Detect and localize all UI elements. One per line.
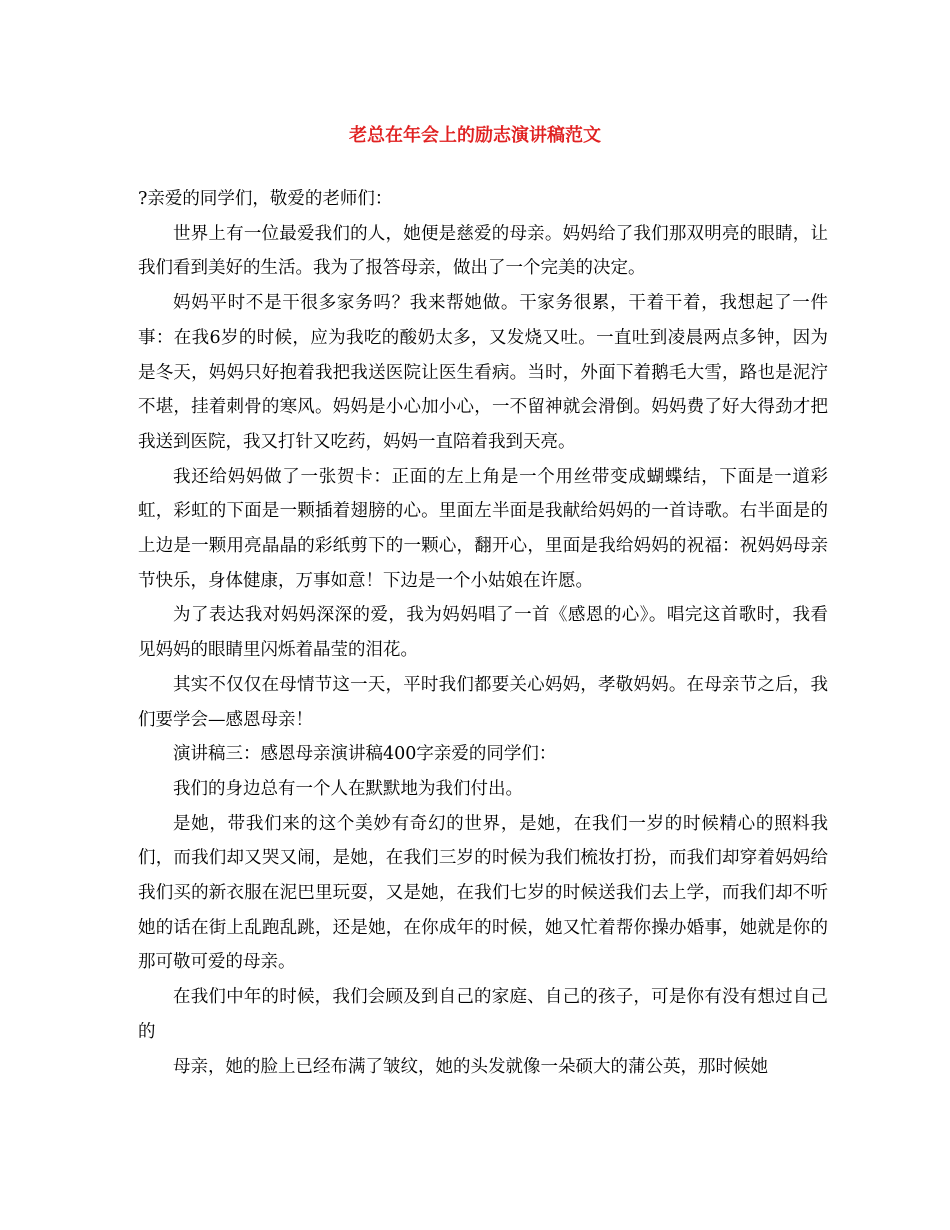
document-body	[138, 182, 828, 1084]
paragraph: 妈妈平时不是干很多家务吗？我来帮她做。干家务很累，干着干着，我想起了一件事：在我6岁的时候，应为我吃的酸奶太多，又发烧又吐。一直吐到凌晨两点多钟，因为是冬天，妈妈只好抱着我把我送医院让医生看病。当时，外面下着鹅毛大雪，路也是泥泞不堪，挂着刺骨的寒风。妈妈是小心加小心，一不留神就会滑倒。妈妈费了好大得劲才把我送到医院，我又打针又吃药，妈妈一直陪着我到天亮。	[138, 293, 828, 452]
paragraph-salutation: ?亲爱的同学们，敬爱的老师们：	[138, 189, 393, 209]
paragraph: 世界上有一位最爱我们的人，她便是慈爱的母亲。妈妈给了我们那双明亮的眼睛，让我们看到美好的生活。我为了报答母亲，做出了一个完美的决定。	[138, 223, 828, 279]
paragraph: 为了表达我对妈妈深深的爱，我为妈妈唱了一首《感恩的心》。唱完这首歌时，我看见妈妈的眼睛里闪烁着晶莹的泪花。	[138, 605, 828, 661]
paragraph: 其实不仅仅在母情节这一天，平时我们都要关心妈妈，孝敬妈妈。在母亲节之后，我们要学会—感恩母亲！	[138, 674, 828, 730]
document-title: 老总在年会上的励志演讲稿范文	[349, 125, 601, 146]
paragraph: 在我们中年的时候，我们会顾及到自己的家庭、自己的孩子，可是你有没有想过自己的	[138, 987, 828, 1042]
paragraph: 母亲，她的脸上已经布满了皱纹，她的头发就像一朵硕大的蒲公英，那时候她	[173, 1056, 768, 1077]
paragraph: 是她，带我们来的这个美妙有奇幻的世界，是她，在我们一岁的时候精心的照料我们，而我们却又哭又闹，是她，在我们三岁的时候为我们梳妆打扮，而我们却穿着妈妈给我们买的新衣服在泥巴里玩耍，又是她，在我们七岁的时候送我们去上学，而我们却不听她的话在街上乱跑乱跳，还是她，在你成年的时候，她又忙着帮你操办婚事，她就是你的那可敬可爱的母亲。	[138, 813, 828, 973]
paragraph: 演讲稿三：感恩母亲演讲稿400字亲爱的同学们：	[173, 744, 557, 765]
paragraph: 我还给妈妈做了一张贺卡：正面的左上角是一个用丝带变成蝴蝶结，下面是一道彩虹，彩虹的下面是一颗插着翅膀的心。里面左半面是我献给妈妈的一首诗歌。右半面是的上边是一颗用亮晶晶的彩纸剪下的一颗心，翻开心，里面是我给妈妈的祝福：祝妈妈母亲节快乐，身体健康，万事如意！下边是一个小姑娘在许愿。	[138, 466, 828, 591]
paragraph: 我们的身边总有一个人在默默地为我们付出。	[173, 778, 523, 799]
